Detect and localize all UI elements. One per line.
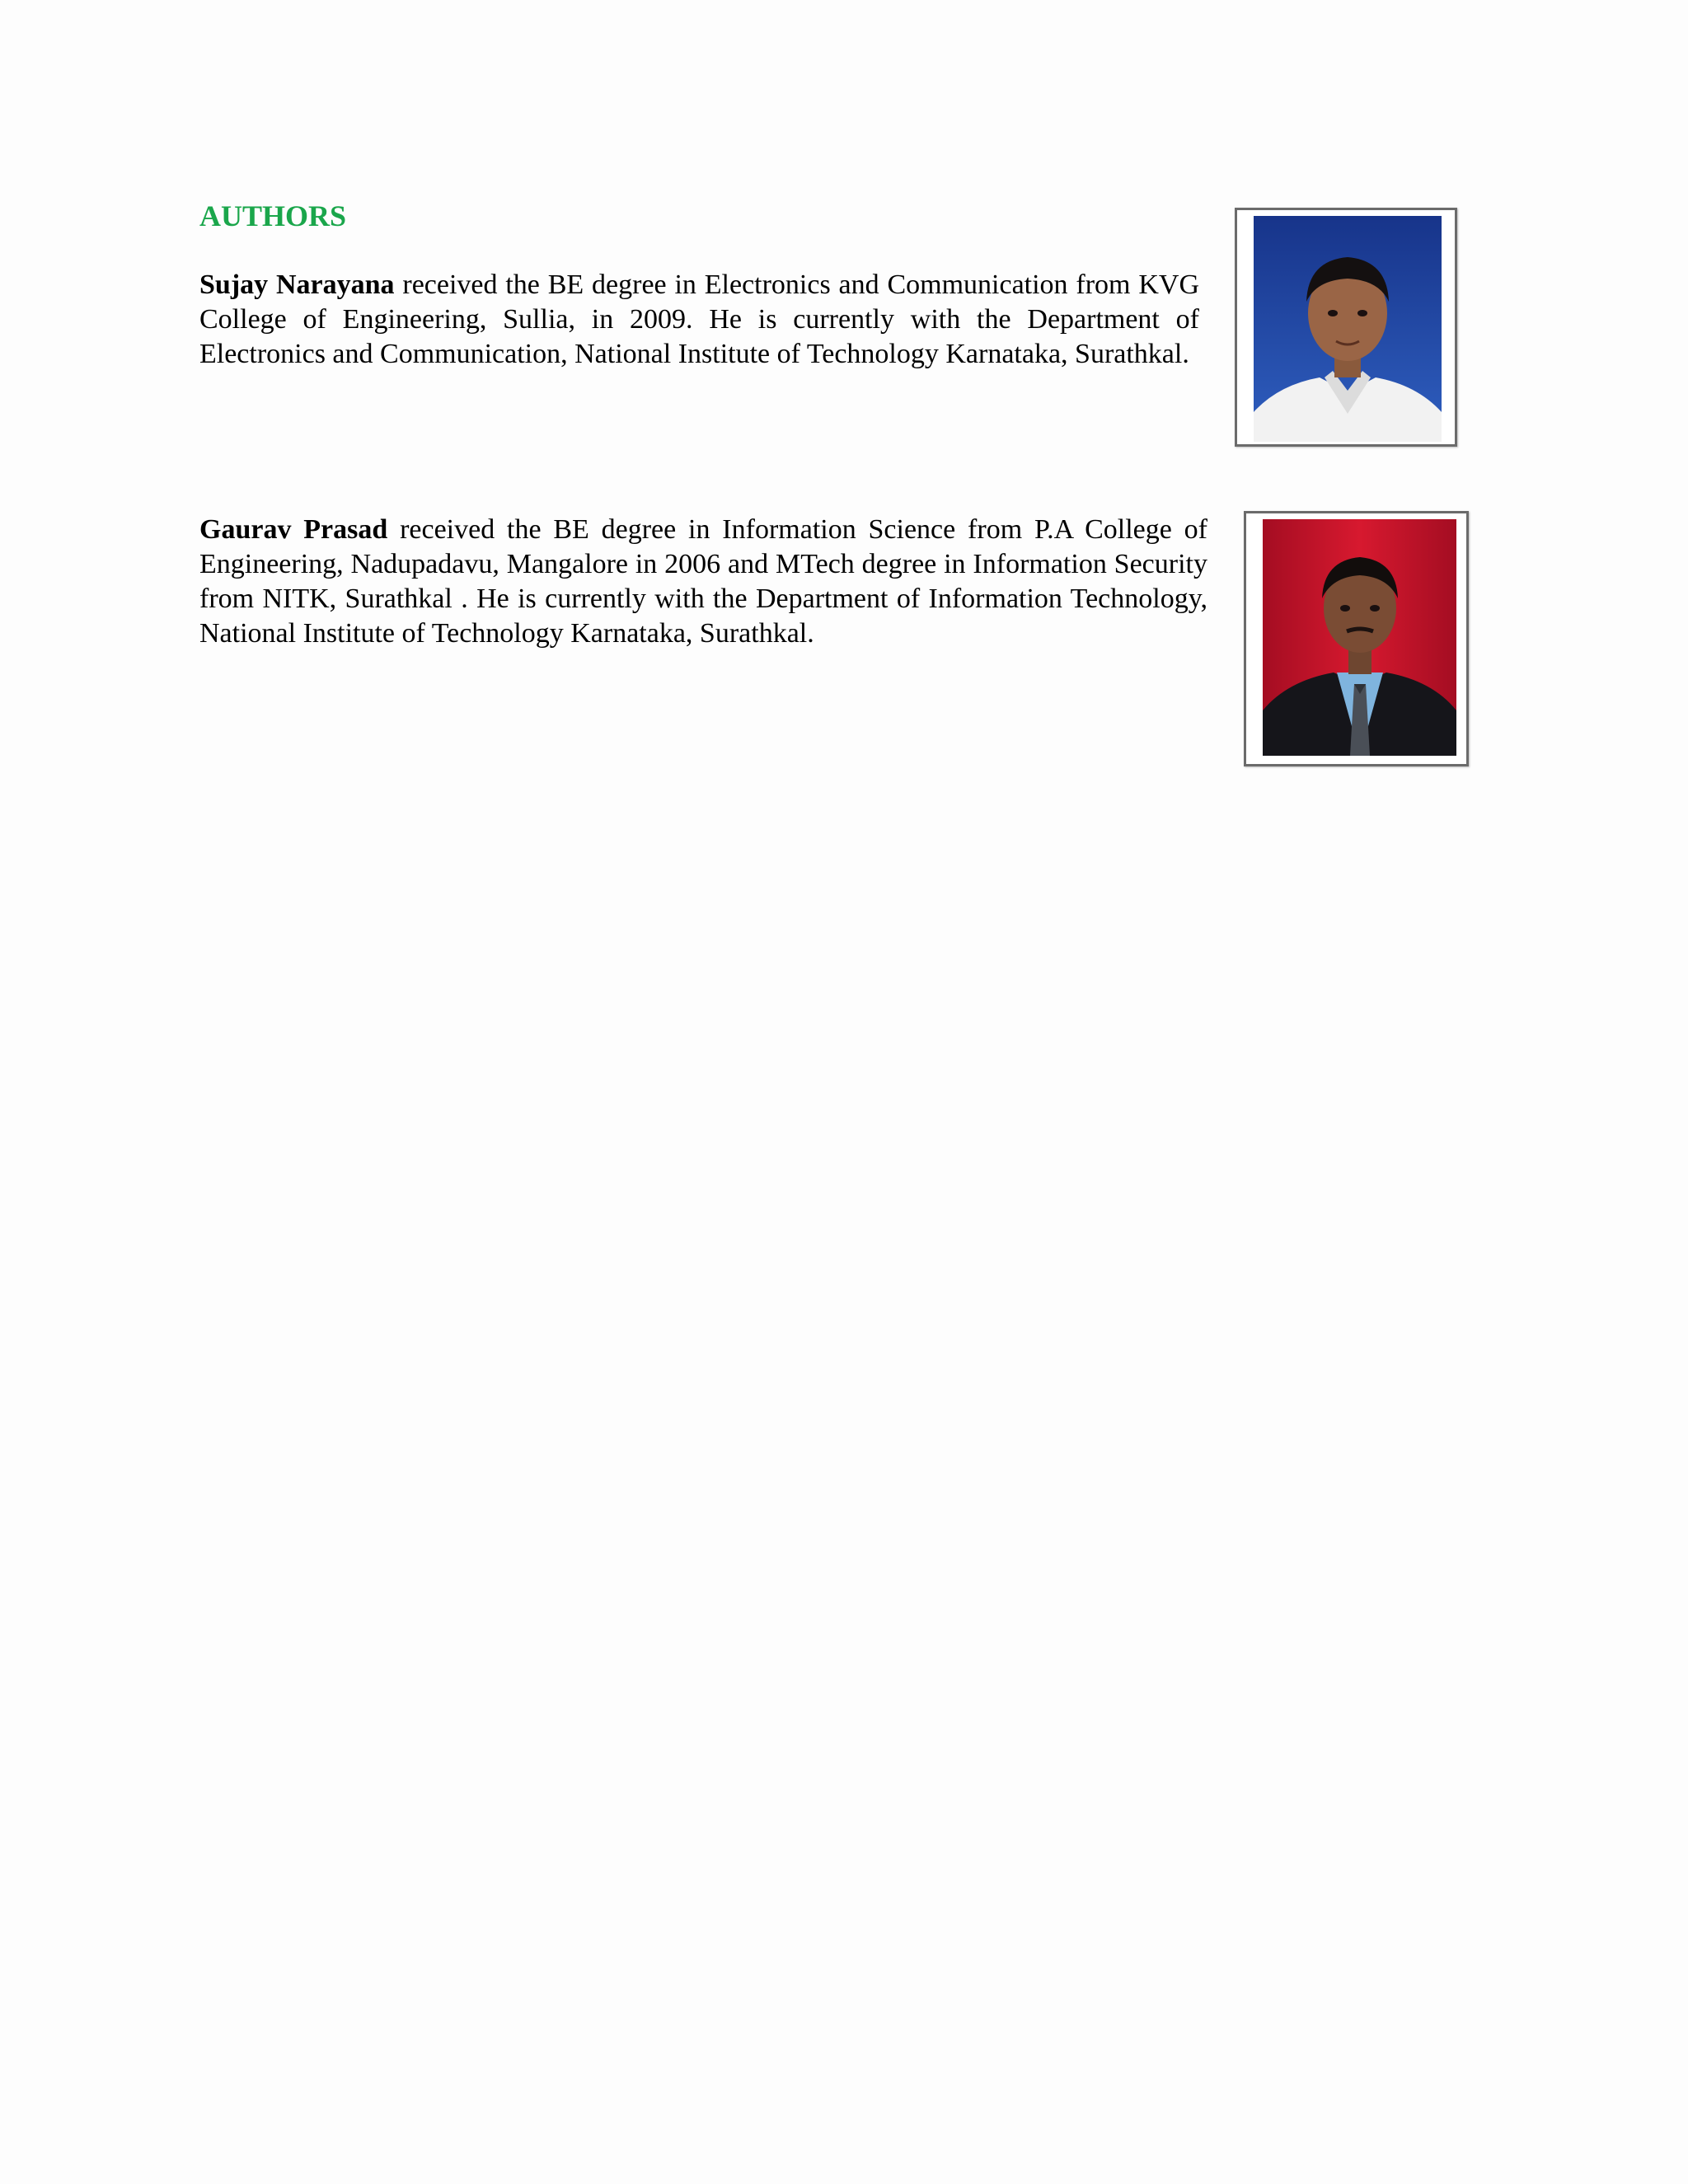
author-name: Gaurav Prasad <box>199 514 388 545</box>
author-portrait-image <box>1254 216 1442 442</box>
author-bio-text: received the BE degree in Information Science from P.A College of Engineering, Nadupadavu, Mangalore in 2006 and MTech degree in Information Security from NITK, Surathkal . He is currently with the Department of Information Technology, National Institute of Technology Karnataka, Surathkal. <box>199 514 1207 649</box>
author-bio <box>199 513 1207 651</box>
author-portrait-image <box>1263 519 1456 756</box>
author-photo <box>1244 511 1469 766</box>
author-name: Sujay Narayana <box>199 269 395 300</box>
author-bio-text: received the BE degree in Electronics and Communication from KVG College of Engineering, Sullia, in 2009. He is currently with the Department of Electronics and Communication, National Institute of Technology Karnataka, Surathkal. <box>199 269 1199 369</box>
author-photo <box>1235 208 1457 447</box>
section-heading: AUTHORS <box>199 199 347 232</box>
author-bio <box>199 268 1199 372</box>
